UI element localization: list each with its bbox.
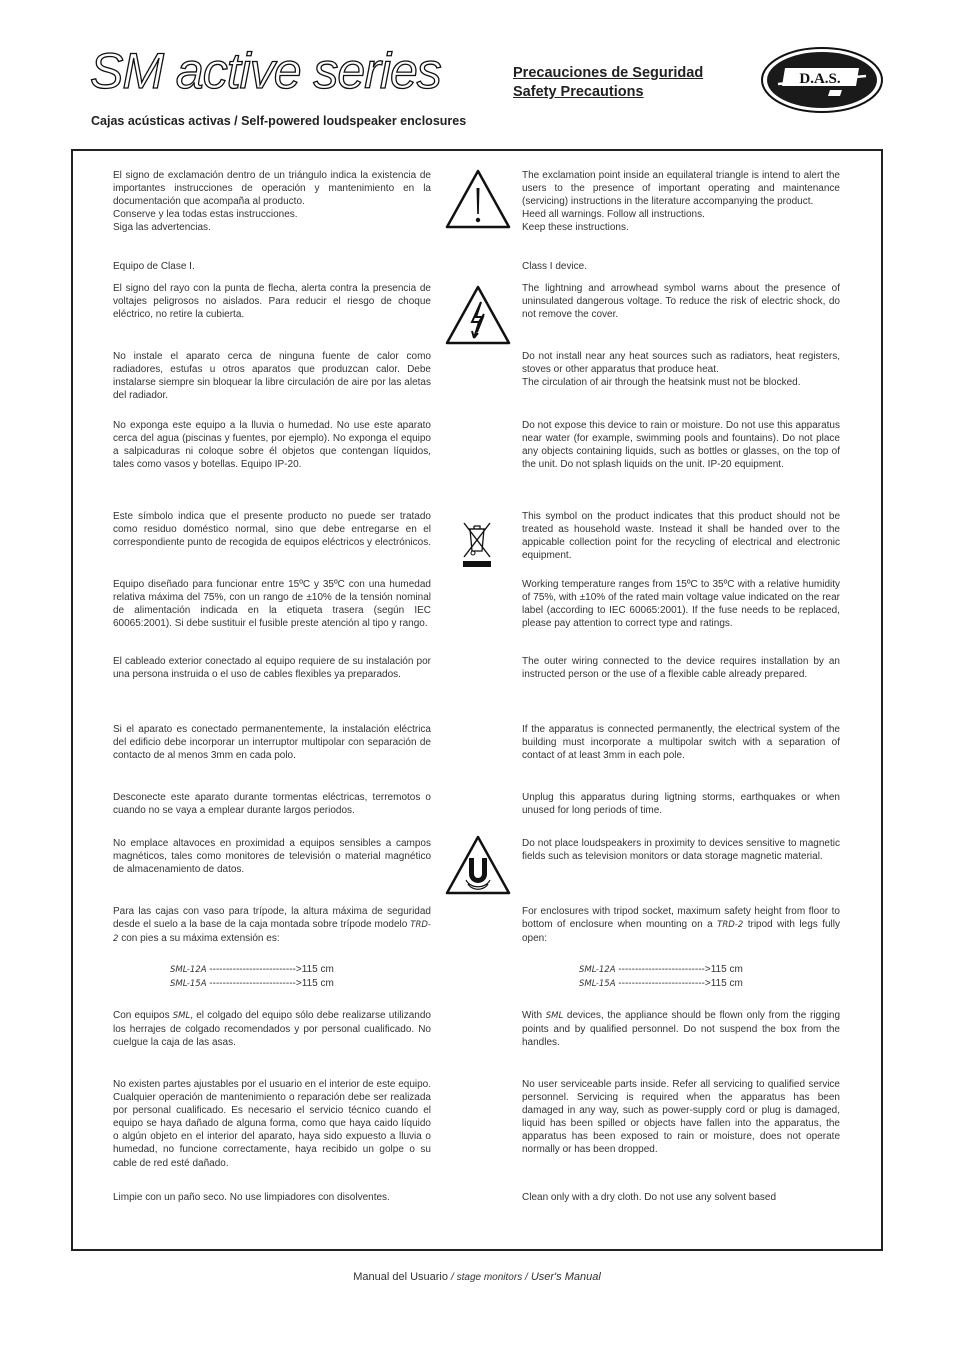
page-footer: [0, 1271, 954, 1283]
paragraph-line: Desconecte este aparato durante tormentas eléctricas, terremotos o cuando no se vaya a emplear durante largos periodos.: [113, 792, 431, 817]
spec-line-es-0: [170, 963, 334, 977]
paragraph-line: The outer wiring connected to the device requires installation by an instructed person or the use of a flexible cable already prepared.: [522, 656, 840, 681]
spec-value: 115 cm: [301, 978, 334, 989]
text-en-14: [522, 1191, 840, 1204]
text-en-11: [522, 905, 840, 945]
text-en-0: [522, 169, 840, 234]
spec-value: 115 cm: [710, 978, 743, 989]
text-en-3: [522, 350, 840, 389]
text-en-12: [522, 1009, 840, 1049]
text-es-8: [113, 723, 431, 762]
paragraph-line: The exclamation point inside an equilateral triangle is intend to alert the users to the presence of important operating and maintenance (servicing) instructions in the literature accompanying the product.: [522, 170, 840, 208]
text-es-0: [113, 169, 431, 234]
text-en-8: [522, 723, 840, 762]
spec-value: 115 cm: [301, 964, 334, 975]
spec-line-en-0: [579, 963, 743, 977]
text-es-9: [113, 791, 431, 817]
paragraph-line: With SML devices, the appliance should be flown only from the rigging points and by qualified personnel. Do not suspend the box from the handles.: [522, 1010, 841, 1049]
spec-line-es-1: [170, 977, 334, 991]
text-en-13: [522, 1078, 840, 1157]
paragraph-line: Limpie con un paño seco. No use limpiadores con disolventes.: [113, 1192, 390, 1203]
text-es-11: [113, 905, 431, 946]
text-es-10: [113, 837, 431, 876]
paragraph-line: Do not place loudspeakers in proximity to devices sensitive to magnetic fields such as television monitors or data storage magnetic material.: [522, 838, 840, 863]
text-en-9: [522, 791, 840, 817]
section-title-en: Safety Precautions: [513, 84, 644, 100]
paragraph-line: Unplug this apparatus during ligtning storms, earthquakes or when unused for long periods of time.: [522, 792, 840, 817]
text-es-1: [113, 260, 431, 273]
footer-left: Manual del Usuario: [353, 1271, 448, 1283]
paragraph-line: Working temperature ranges from 15ºC to 35ºC with a relative humidity of 75%, with ±10% of the rated main voltage value indicated on the rear label (according to IEC 60065:2001). If the fuse needs to be replaced, please pay attention to correct type and ratings.: [522, 579, 840, 630]
paragraph-line: The circulation of air through the heatsink must not be blocked.: [522, 377, 801, 389]
model-name: TRD-2: [717, 920, 744, 931]
paragraph-line: For enclosures with tripod socket, maximum safety height from floor to bottom of enclosure when mounting on a TRD-2 tripod with legs fully open:: [522, 906, 840, 945]
paragraph-line: No existen partes ajustables por el usuario en el interior de este equipo. Cualquier operación de mantenimiento o reparación debe ser realizada por personal cualificado. Es necesario el servicio técnico cuando el equipo se haya dañado de alguna forma, como que haya caido líquido o algún objeto en el interior del aparato, haya sido expuesto a lluvia o humedad, no funcione correctamente, haya recibido un golpe o su cable de red esté dañado.: [113, 1079, 431, 1169]
paragraph-line: Equipo de Clase I.: [113, 261, 195, 272]
paragraph-line: If the apparatus is connected permanently, the electrical system of the building must incorporate a multipolar switch with a separation of contact of at least 3mm in each pole.: [522, 724, 840, 762]
text-es-3: [113, 350, 431, 402]
spec-dashes: -------------------------->: [618, 964, 711, 975]
text-en-7: [522, 655, 840, 681]
paragraph-line: No emplace altavoces en proximidad a equipos sensibles a campos magnéticos, tales como monitores de televisión o material magnético de almacenamiento de datos.: [113, 838, 431, 876]
text-es-14: [113, 1191, 431, 1204]
subtitle: Cajas acústicas activas / Self-powered loudspeaker enclosures: [91, 114, 467, 128]
logo-text: D.A.S.: [799, 71, 841, 87]
spec-dashes: -------------------------->: [209, 978, 302, 989]
page-title: SM active series: [90, 43, 441, 99]
footer-mid: / stage monitors /: [451, 1272, 528, 1283]
text-es-12: [113, 1009, 431, 1049]
spec-dashes: -------------------------->: [209, 964, 302, 975]
paragraph-line: Do not install near any heat sources such as radiators, heat registers, stoves or other apparatus that produce heat.: [522, 351, 840, 376]
text-es-7: [113, 655, 431, 681]
paragraph-line: Con equipos SML, el colgado del equipo sólo debe realizarse utilizando los herrajes de colgado recomendados y por personal cualificado. No cuelgue la caja de las asas.: [113, 1010, 431, 1049]
paragraph-line: Conserve y lea todas estas instrucciones.: [113, 209, 298, 221]
spec-model: SML-15A: [170, 979, 207, 989]
model-name: SML: [545, 1011, 564, 1021]
text-es-6: [113, 578, 431, 630]
paragraph-line: No exponga este equipo a la lluvia o humedad. No use este aparato cerca del agua (piscinas y fuentes, por ejemplo). No exponga el equipo a salpicaduras ni coloque sobre él objetos que contengan líquidos, tales como vasos y botellas. Equipo IP-20.: [113, 420, 431, 471]
paragraph-line: Clean only with a dry cloth. Do not use any solvent based: [522, 1192, 777, 1203]
paragraph-line: Heed all warnings. Follow all instructions.: [522, 209, 705, 221]
paragraph-line: No instale el aparato cerca de ninguna fuente de calor como radiadores, estufas u otros aparatos que produzcan calor. Debe instalarse siempre sin bloquear la libre circulación de aire por las aletas del radiador.: [113, 351, 431, 402]
magnet-triangle-icon: [444, 834, 512, 896]
spec-line-en-1: [579, 977, 743, 991]
text-es-5: [113, 510, 431, 549]
paragraph-line: The lightning and arrowhead symbol warns about the presence of uninsulated dangerous voltage. To reduce the risk of electric shock, do not remove the cover.: [522, 283, 840, 321]
paragraph-line: Este símbolo indica que el presente producto no puede ser tratado como residuo doméstico normal, sino que debe entregarse en el correspondiente punto de recogida de equipos eléctricos y electrónicos.: [113, 511, 431, 549]
paragraph-line: This symbol on the product indicates that this product should not be treated as household waste. Instead it shall be handed over to the appicable collection point for the recycling of electrical and electronic equipment.: [522, 511, 840, 562]
text-es-13: [113, 1078, 431, 1170]
weee-bin-icon: [461, 521, 493, 569]
das-logo: [760, 46, 884, 114]
lightning-triangle-icon: [444, 284, 512, 346]
paragraph-line: Class I device.: [522, 261, 588, 272]
exclamation-triangle-icon: [444, 168, 512, 230]
spec-value: 115 cm: [710, 964, 743, 975]
model-name: TRD-2: [113, 920, 431, 945]
paragraph-line: Keep these instructions.: [522, 222, 629, 234]
spec-model: SML-12A: [579, 965, 616, 975]
text-es-4: [113, 419, 431, 471]
text-en-5: [522, 510, 840, 562]
paragraph-line: El signo de exclamación dentro de un triángulo indica la existencia de importantes instrucciones de operación y mantenimiento en la documentación que acompaña al producto.: [113, 170, 431, 208]
text-es-2: [113, 282, 431, 321]
paragraph-line: El cableado exterior conectado al equipo requiere de su instalación por una persona instruida o el uso de cables flexibles ya preparados.: [113, 656, 431, 681]
text-en-2: [522, 282, 840, 321]
section-title-es: Precauciones de Seguridad: [513, 65, 704, 81]
spec-dashes: -------------------------->: [618, 978, 711, 989]
paragraph-line: Si el aparato es conectado permanentemente, la instalación eléctrica del edificio debe incorporar un interruptor multipolar con separación de contacto de al menos 3mm en cada polo.: [113, 724, 431, 762]
paragraph-line: Do not expose this device to rain or moisture. Do not use this apparatus near water (for example, swimming pools and fountains). Do not place any objects containing liquids, such as bottles or glasses, on the top of the unit. Do not splash liquids on the unit. IP-20 equipment.: [522, 420, 840, 471]
text-en-6: [522, 578, 840, 630]
text-en-4: [522, 419, 840, 471]
spec-model: SML-15A: [579, 979, 616, 989]
text-en-10: [522, 837, 840, 863]
paragraph-line: El signo del rayo con la punta de flecha, alerta contra la presencia de voltajes peligrosos no aislados. Para reducir el riesgo de choque eléctrico, no retire la cubierta.: [113, 283, 431, 321]
text-en-1: [522, 260, 840, 273]
paragraph-line: Equipo diseñado para funcionar entre 15ºC y 35ºC con una humedad relativa máxima del 75%, con un rango de ±10% de la tensión nominal de alimentación indicada en la etiqueta trasera (según IEC 60065:2001). Si debe sustituir el fusible preste atención al tipo y rango.: [113, 579, 431, 630]
spec-model: SML-12A: [170, 965, 207, 975]
paragraph-line: No user serviceable parts inside. Refer all servicing to qualified service personnel. Servicing is required when the apparatus has been damaged in any way, such as power-supply cord or plug is damaged, liquid has been spilled or objects have fallen into the apparatus, the apparatus has been exposed to rain or moisture, does not operate normally or has been dropped.: [522, 1079, 840, 1156]
model-name: SML: [172, 1011, 191, 1021]
footer-right: User's Manual: [530, 1271, 601, 1283]
paragraph-line: Siga las advertencias.: [113, 222, 211, 234]
paragraph-line: Para las cajas con vaso para trípode, la altura máxima de seguridad desde el suelo a la base de la caja montada sobre trípode modelo TRD-2 con pies a su máxima extensión es:: [113, 906, 431, 945]
